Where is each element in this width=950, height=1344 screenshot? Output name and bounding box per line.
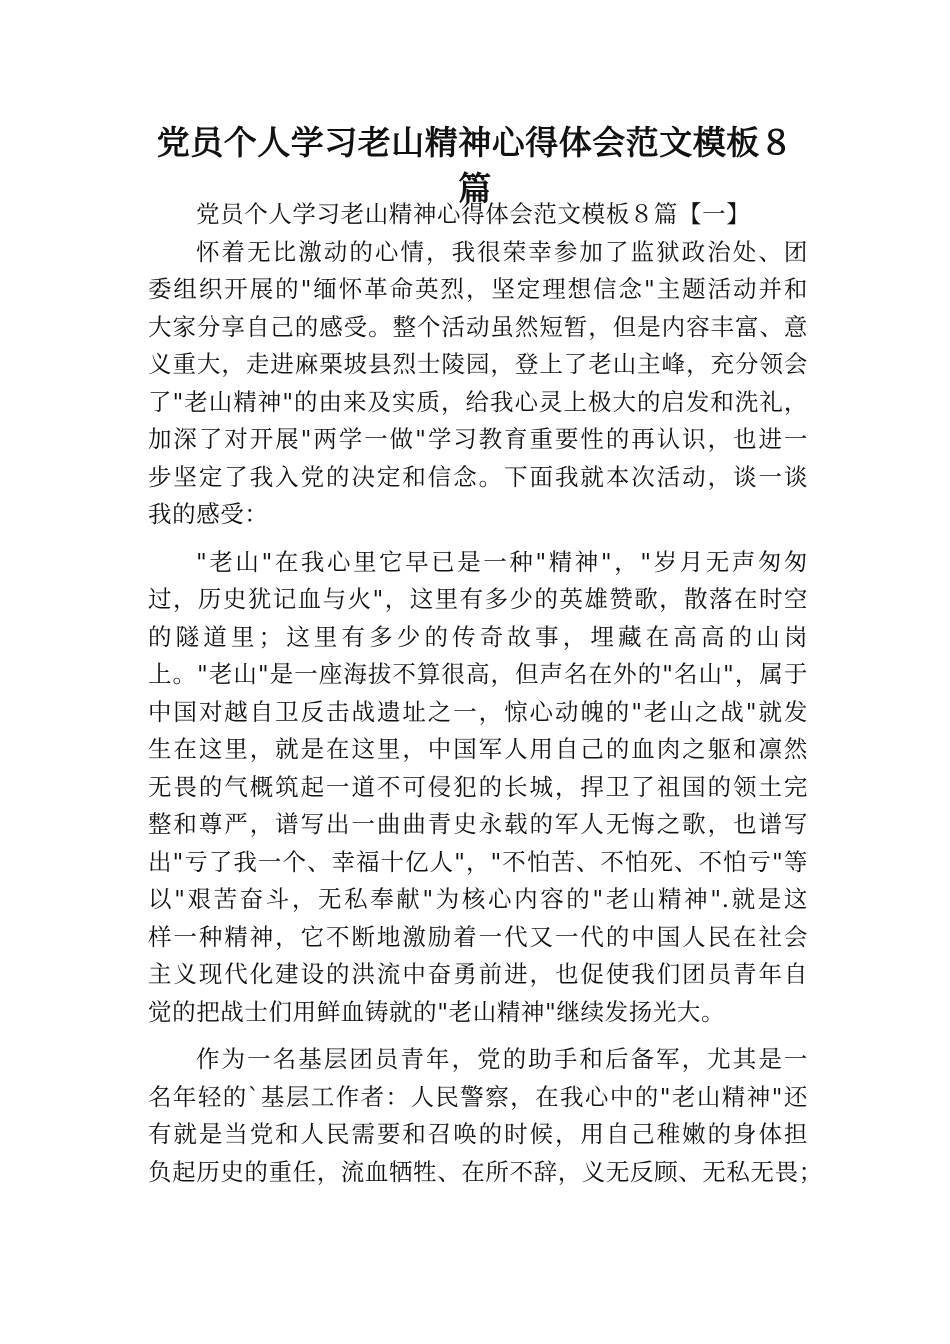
text-line: "老山"在我心里它早已是一种"精神"，"岁月无声匆匆: [196, 547, 808, 576]
section-subtitle: 党员个人学习老山精神心得体会范文模板８篇【一】: [196, 200, 751, 228]
text-line: 步坚定了我入党的决定和信念。下面我就本次活动，谈一谈: [148, 462, 808, 491]
text-line: 有就是当党和人民需要和召唤的时候，用自己稚嫩的身体担: [148, 1120, 808, 1148]
text-line: 中国对越自卫反击战遗址之一，惊心动魄的"老山之战"就发: [148, 697, 808, 726]
text-line: 整和尊严，谱写出一曲曲青史永载的军人无悔之歌，也谱写: [148, 810, 808, 838]
text-line: 生在这里，就是在这里，中国军人用自己的血肉之躯和凛然: [148, 735, 808, 763]
document-body: [148, 196, 823, 1191]
text-line: 了"老山精神"的由来及实质，给我心灵上极大的启发和洗礼，: [148, 387, 808, 416]
text-line: 怀着无比激动的心情，我很荣幸参加了监狱政治处、团: [196, 237, 808, 266]
text-line: 委组织开展的"缅怀革命英烈，坚定理想信念"主题活动并和: [148, 275, 808, 303]
title-line: 篇: [458, 169, 492, 208]
text-line: 样一种精神，它不断地激励着一代又一代的中国人民在社会: [148, 922, 808, 951]
paragraph-2: [148, 544, 808, 1032]
text-line: 负起历史的重任，流血牺牲、在所不辞，义无反顾、无私无畏；: [148, 1157, 823, 1186]
text-line: 过，历史犹记血与火"，这里有多少的英雄赞歌，散落在时空: [148, 585, 808, 613]
title-line: 党员个人学习老山精神心得体会范文模板８: [156, 123, 794, 162]
text-line: 的隧道里；这里有多少的传奇故事，埋藏在高高的山岗: [148, 622, 808, 651]
text-line: 无畏的气概筑起一道不可侵犯的长城，捍卫了祖国的领土完: [148, 772, 808, 801]
paragraph-1: [148, 234, 808, 534]
text-line: 出"亏了我一个、幸福十亿人"，"不怕苦、不怕死、不怕亏"等: [148, 847, 808, 876]
text-line: 上。"老山"是一座海拔不算很高，但声名在外的"名山"，属于: [148, 660, 808, 688]
text-line: 大家分享自己的感受。整个活动虽然短暂，但是内容丰富、意: [148, 312, 808, 341]
paragraph-3: [148, 1041, 823, 1191]
text-line: 加深了对开展"两学一做"学习教育重要性的再认识，也进一: [148, 425, 808, 453]
text-line: 以"艰苦奋斗，无私奉献"为核心内容的"老山精神".就是这: [148, 885, 808, 913]
text-line: 义重大，走进麻栗坡县烈士陵园，登上了老山主峰，充分领会: [148, 350, 808, 378]
text-line: 名年轻的`基层工作者：人民警察，在我心中的"老山精神"还: [148, 1082, 808, 1111]
text-line: 我的感受：: [148, 500, 269, 528]
text-line: 觉的把战士们用鲜血铸就的"老山精神"继续发扬光大。: [148, 997, 726, 1026]
text-line: 作为一名基层团员青年，党的助手和后备军，尤其是一: [196, 1045, 808, 1073]
text-line: 主义现代化建设的洪流中奋勇前进，也促使我们团员青年自: [148, 960, 808, 988]
